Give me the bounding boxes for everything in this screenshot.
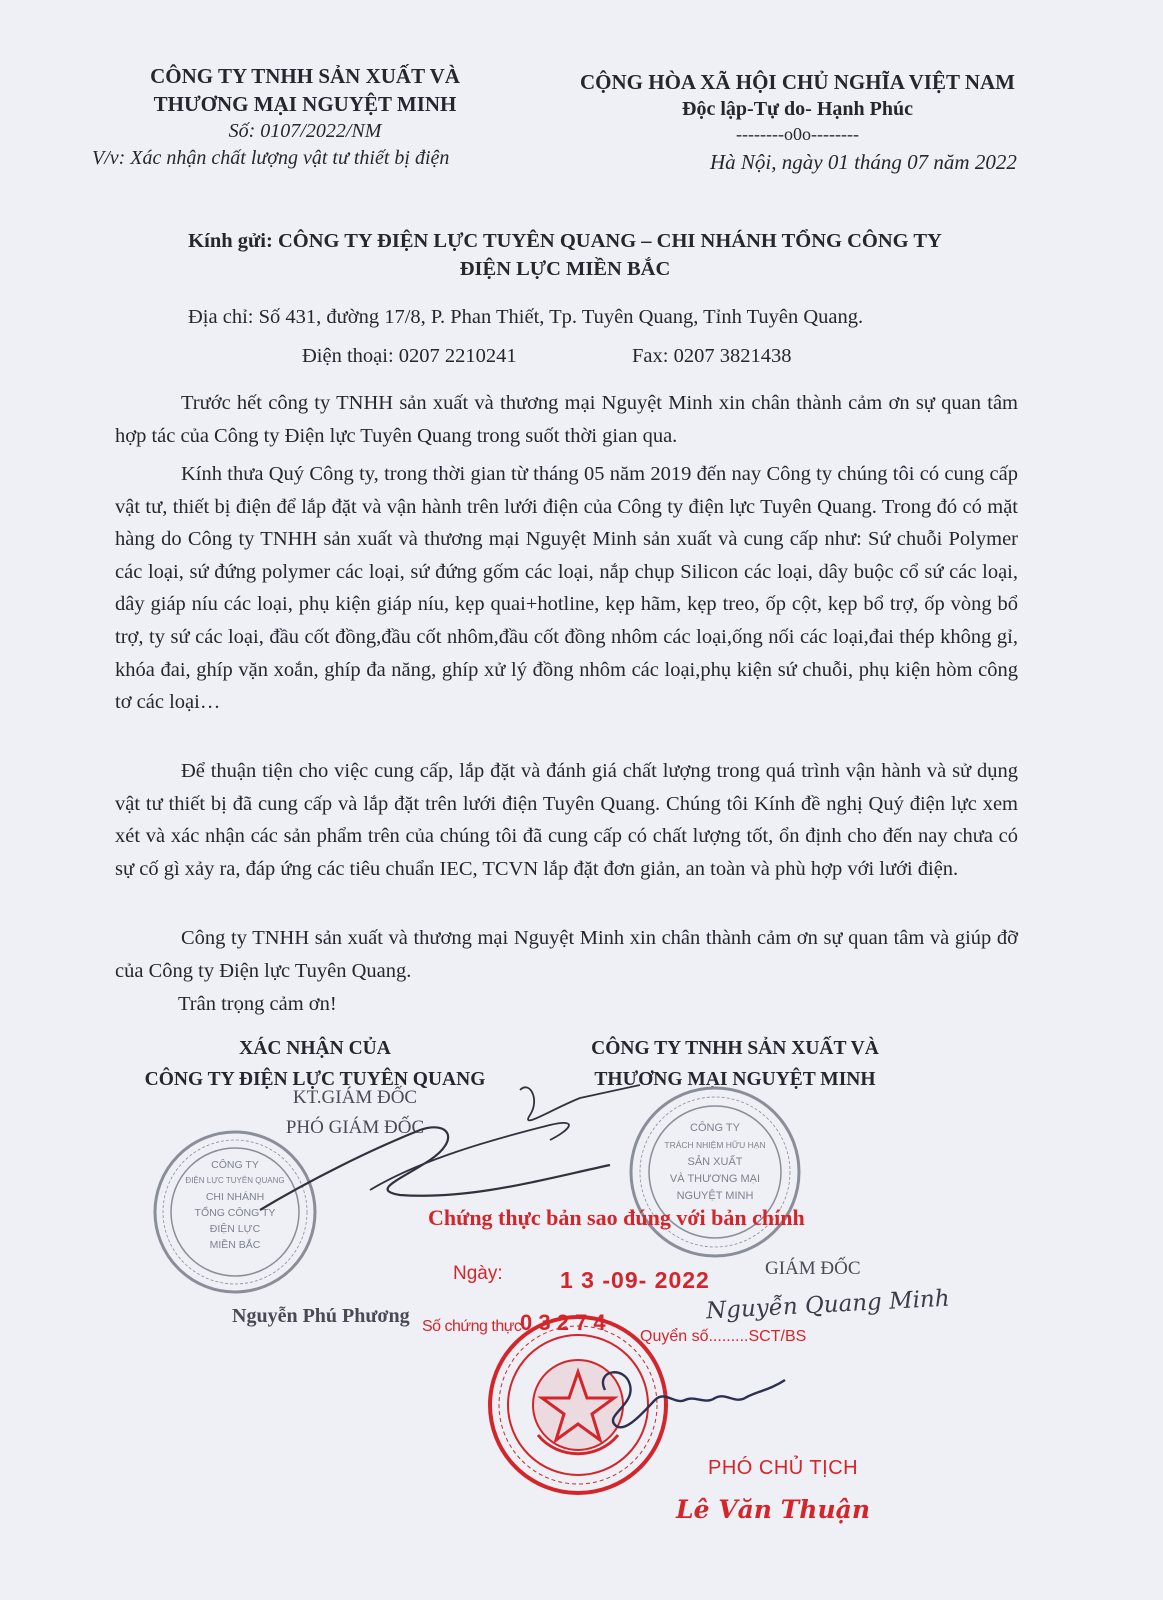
certification-date-value: 1 3 -09- 2022	[560, 1267, 710, 1293]
right-signatory-title1: CÔNG TY TNHH SẢN XUẤT VÀ	[591, 1038, 879, 1059]
company-name-line2: THƯƠNG MẠI NGUYỆT MINH	[153, 92, 457, 116]
recipient-line1: Kính gửi: CÔNG TY ĐIỆN LỰC TUYÊN QUANG – CHI NHÁNH TỔNG CÔNG TY	[188, 230, 942, 252]
paragraph-2: Kính thưa Quý Công ty, trong thời gian từ tháng 05 năm 2019 đến nay Công ty chúng tôi có cung cấp vật tư, thiết bị điện để lắp đặt và vận hành trên lưới điện của Công ty điện lực Tuyên Quang. Trong đó có mặt hàng do Công ty TNHH sản xuất và thương mại Nguyệt Minh sản xuất và cung cấp như: Sứ chuỗi Polymer các loại, sứ đứng polymer các loại, sứ đứng gốm các loại, nắp chụp Silicon các loại, dây buộc cổ sứ các loại, dây giáp níu các loại, phụ kiện giáp níu, kẹp quai+hotline, kẹp hãm, kẹp treo, ốp cột, kẹp bổ trợ, ốp vòng bổ trợ, ty sứ các loại, đầu cốt đồng,đầu cốt nhôm,đầu cốt đồng nhôm các loại,ống nối các loại,đai thép không gỉ, khóa đai, ghíp vặn xoắn, ghíp đa năng, ghíp xử lý đồng nhôm các loại,phụ kiện sứ chuỗi, phụ kiện hòm công tơ các loại…	[115, 463, 1018, 714]
left-signatory-title2: CÔNG TY ĐIỆN LỰC TUYÊN QUANG	[144, 1069, 486, 1090]
certification-role: PHÓ CHỦ TỊCH	[708, 1457, 859, 1479]
certification-number-value: 0 3 2 7 4	[520, 1310, 606, 1335]
document-number: Số: 0107/2022/NM	[228, 120, 382, 142]
header-separator: --------o0o--------	[736, 124, 859, 144]
closing-line: Trân trọng cảm ơn!	[178, 993, 337, 1015]
paragraph-1: Trước hết công ty TNHH sản xuất và thương mại Nguyệt Minh xin chân thành cảm ơn sự quan tâm hợp tác của Công ty Điện lực Tuyên Quang trong suốt thời gian qua.	[115, 392, 1018, 447]
left-signer-name: Nguyễn Phú Phương	[232, 1305, 410, 1327]
left-seal-line4: TỔNG CÔNG TY	[194, 1207, 276, 1219]
document-subject: V/v: Xác nhận chất lượng vật tư thiết bị điện	[92, 147, 450, 169]
right-seal-line5: NGUYỆT MINH	[676, 1190, 754, 1202]
right-seal-line4: VÀ THƯƠNG MẠI	[669, 1173, 761, 1185]
national-motto: Độc lập-Tự do- Hạnh Phúc	[682, 98, 913, 120]
certification-title: Chứng thực bản sao đúng với bản chính	[428, 1205, 805, 1230]
recipient-line2: ĐIỆN LỰC MIỀN BẮC	[459, 258, 671, 280]
place-date: Hà Nội, ngày 01 tháng 07 năm 2022	[710, 150, 1017, 174]
left-signatory-title1: XÁC NHẬN CỦA	[239, 1038, 391, 1059]
recipient-phone: Điện thoại: 0207 2210241	[302, 345, 517, 367]
left-seal-line3: CHI NHÁNH	[205, 1191, 265, 1203]
certification-number-label: Số chứng thực	[422, 1318, 522, 1335]
right-seal-line1: CÔNG TY	[690, 1122, 740, 1134]
paragraph-4: Công ty TNHH sản xuất và thương mại Nguyệt Minh xin chân thành cảm ơn sự quan tâm và giúp đỡ của Công ty Điện lực Tuyên Quang.	[115, 927, 1018, 982]
company-name	[105, 62, 505, 118]
left-role-line2: PHÓ GIÁM ĐỐC	[285, 1117, 425, 1138]
left-seal-line1: CÔNG TY	[211, 1159, 259, 1171]
vice-chairman-signature	[585, 1360, 805, 1450]
certification-book-label: Quyển số.........SCT/BS	[640, 1328, 807, 1345]
right-seal-line3: SẢN XUẤT	[687, 1156, 743, 1168]
left-seal-line6: MIỀN BẮC	[209, 1239, 261, 1251]
recipient-fax: Fax: 0207 3821438	[632, 345, 792, 367]
right-signatory-title2: THƯƠNG MẠI NGUYỆT MINH	[594, 1069, 876, 1090]
left-seal-line2: ĐIỆN LỰC TUYÊN QUANG	[185, 1176, 285, 1185]
company-name-line1: CÔNG TY TNHH SẢN XUẤT VÀ	[150, 64, 460, 88]
paragraph-3: Để thuận tiện cho việc cung cấp, lắp đặt và đánh giá chất lượng trong quá trình vận hành và sử dụng vật tư thiết bị đã cung cấp và lắp đặt trên lưới điện Tuyên Quang. Chúng tôi Kính đề nghị Quý điện lực xem xét và xác nhận các sản phẩm trên của chúng tôi đã cung cấp có chất lượng tốt, ổn định cho đến nay chưa có sự cố gì xảy ra, đáp ứng các tiêu chuẩn IEC, TCVN lắp đặt đơn giản, an toàn và phù hợp với lưới điện.	[115, 760, 1018, 880]
right-seal-line2: TRÁCH NHIỆM HỮU HẠN	[664, 1140, 766, 1150]
national-title: CỘNG HÒA XÃ HỘI CHỦ NGHĨA VIỆT NAM	[579, 70, 1016, 94]
right-company-seal	[625, 1082, 805, 1262]
recipient-address: Địa chỉ: Số 431, đường 17/8, P. Phan Thiết, Tp. Tuyên Quang, Tỉnh Tuyên Quang.	[188, 306, 864, 328]
right-role: GIÁM ĐỐC	[765, 1258, 861, 1279]
certification-signer-name: Lê Văn Thuận	[676, 1495, 870, 1524]
right-seal-text	[655, 1120, 775, 1205]
right-signer-name: Nguyễn Quang Minh	[705, 1285, 951, 1325]
left-seal-line5: ĐIỆN LỰC	[209, 1223, 261, 1235]
left-role-line1: KT.GIÁM ĐỐC	[292, 1087, 418, 1108]
certification-date-label: Ngày:	[453, 1263, 503, 1284]
